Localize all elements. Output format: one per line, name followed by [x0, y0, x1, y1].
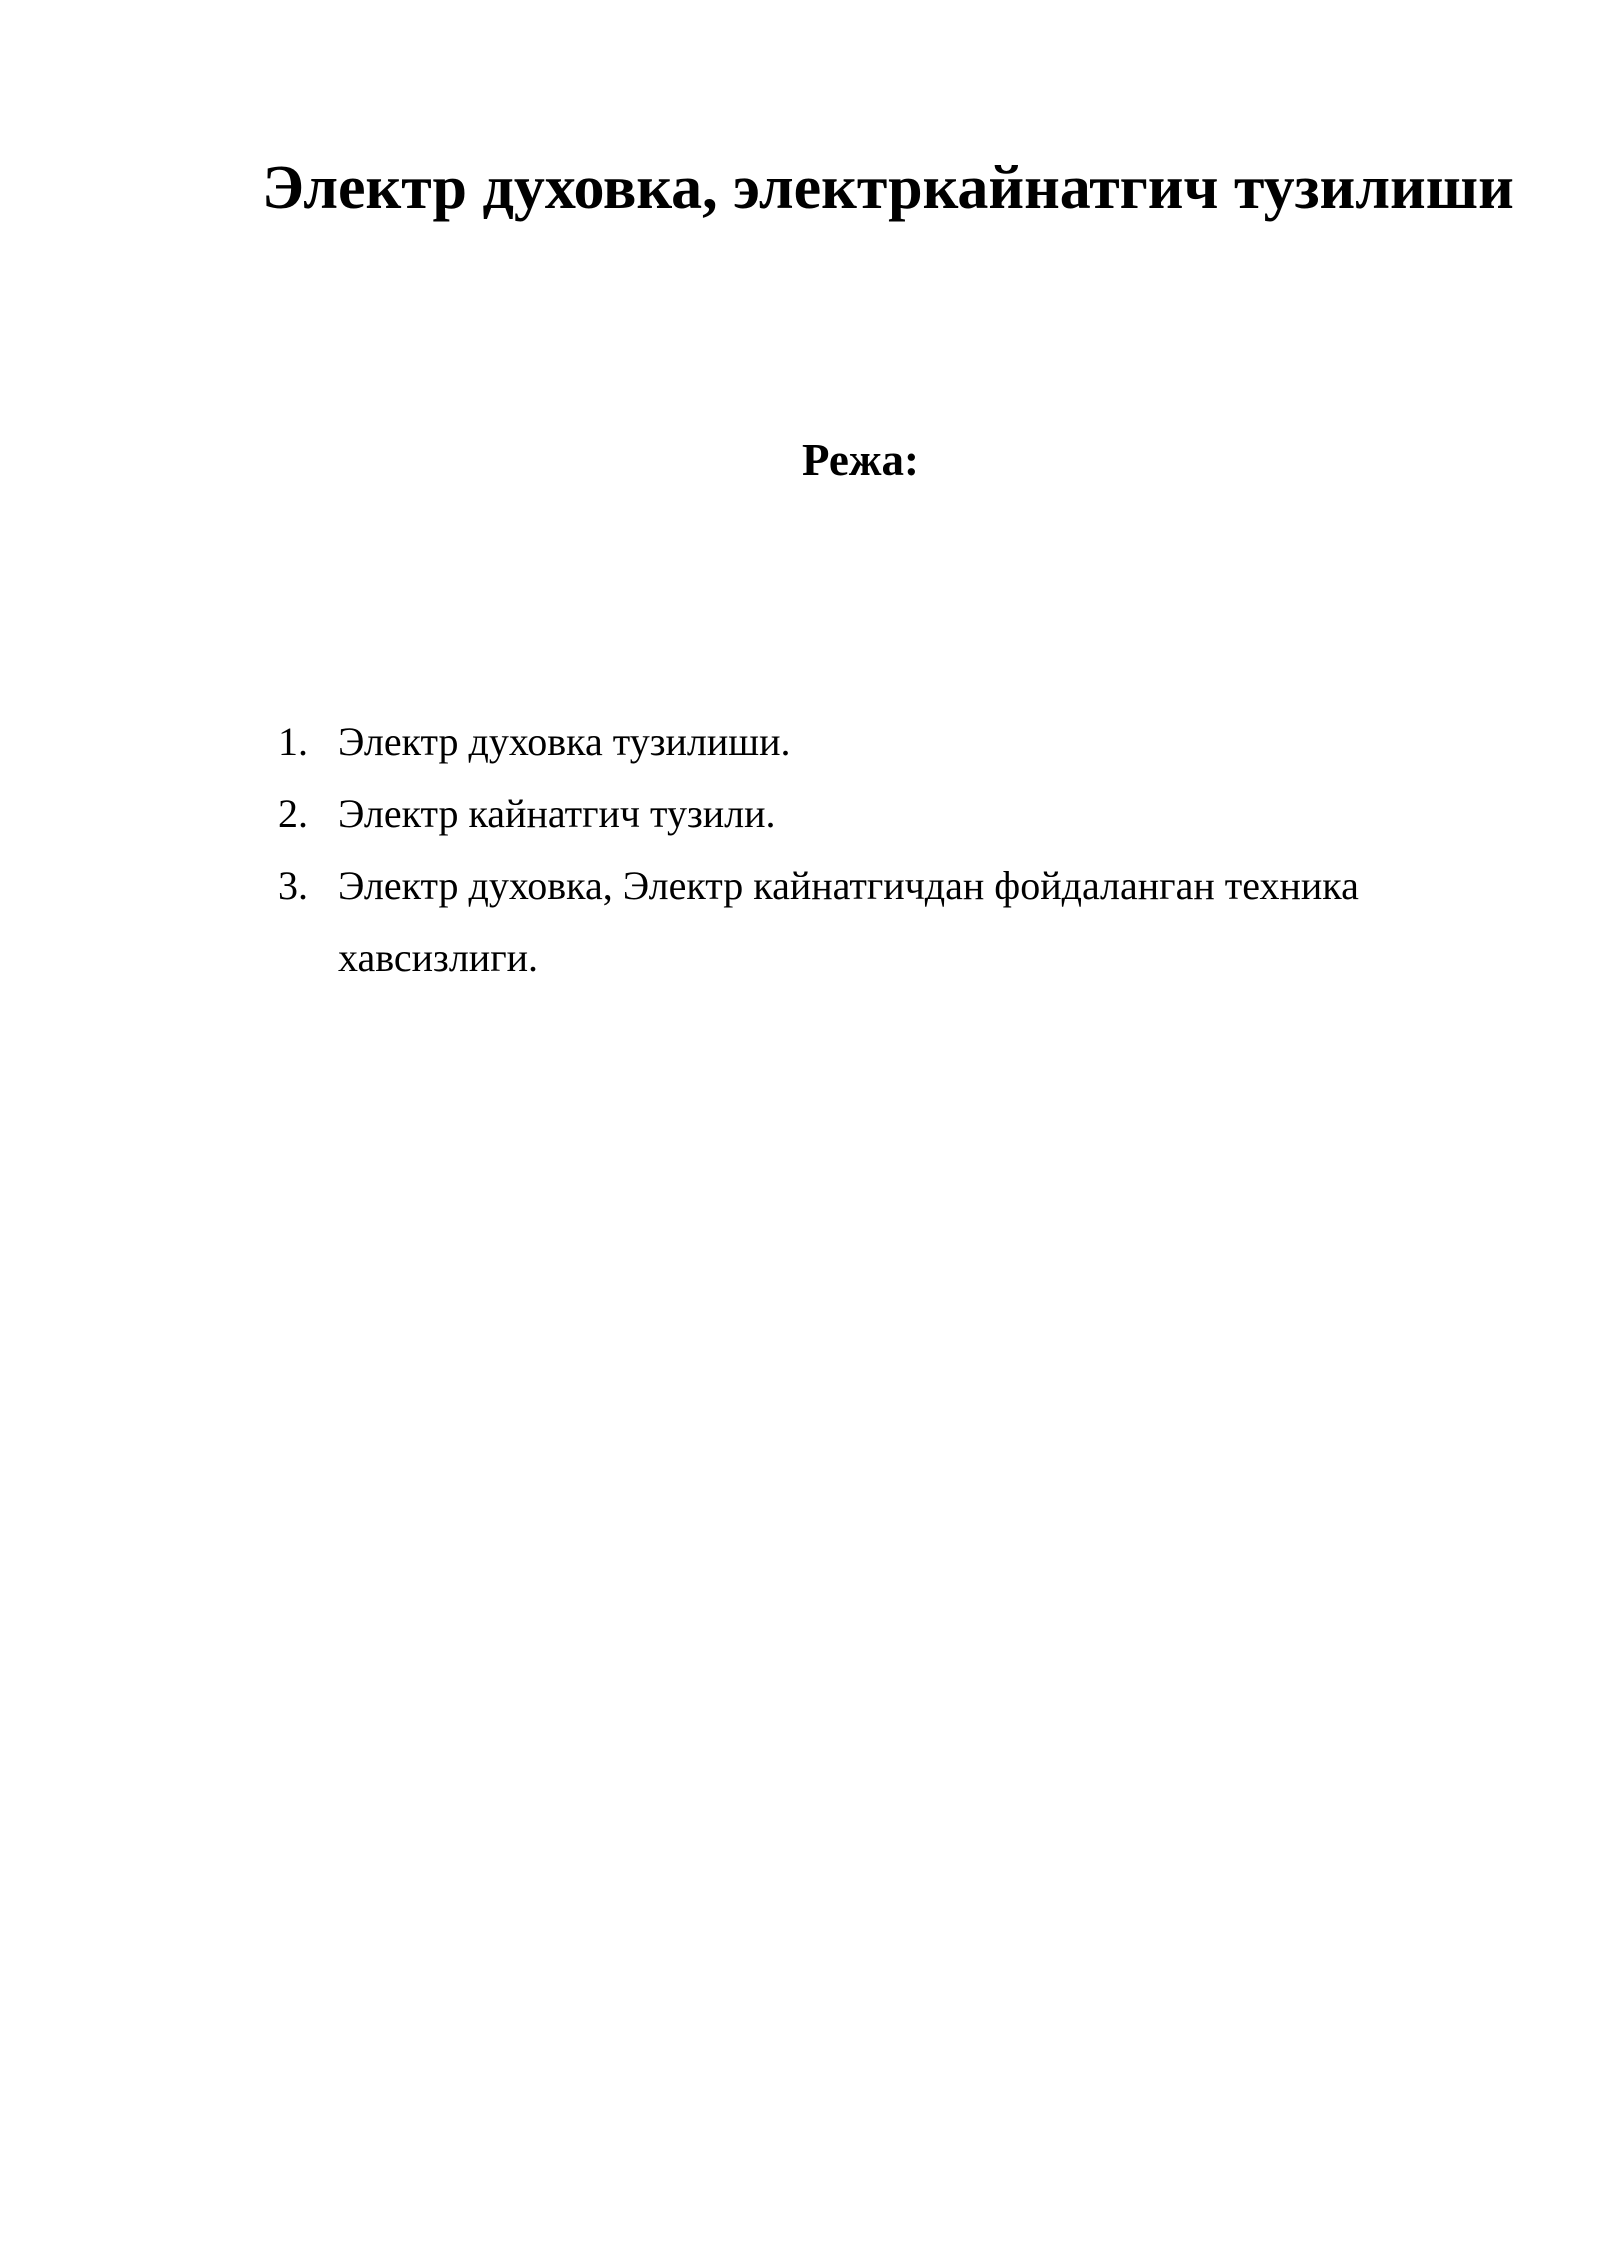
- plan-item-number: 2.: [278, 791, 308, 836]
- plan-list: [0, 706, 1600, 994]
- plan-item-text: Электр духовка, Электр кайнатгичдан фойдаланган техника хавсизлиги.: [338, 863, 1359, 980]
- document-title: Электр духовка, электркайнатгич тузилиши: [262, 154, 1514, 222]
- plan-item-text: Электр кайнатгич тузили.: [338, 791, 776, 836]
- plan-item-3: [0, 850, 1600, 994]
- plan-item-text: Электр духовка тузилиши.: [338, 719, 791, 764]
- plan-item-1: [0, 706, 1600, 778]
- plan-heading: Режа:: [802, 435, 919, 485]
- plan-item-number: 1.: [278, 719, 308, 764]
- plan-item-number: 3.: [278, 863, 308, 908]
- plan-item-2: [0, 778, 1600, 850]
